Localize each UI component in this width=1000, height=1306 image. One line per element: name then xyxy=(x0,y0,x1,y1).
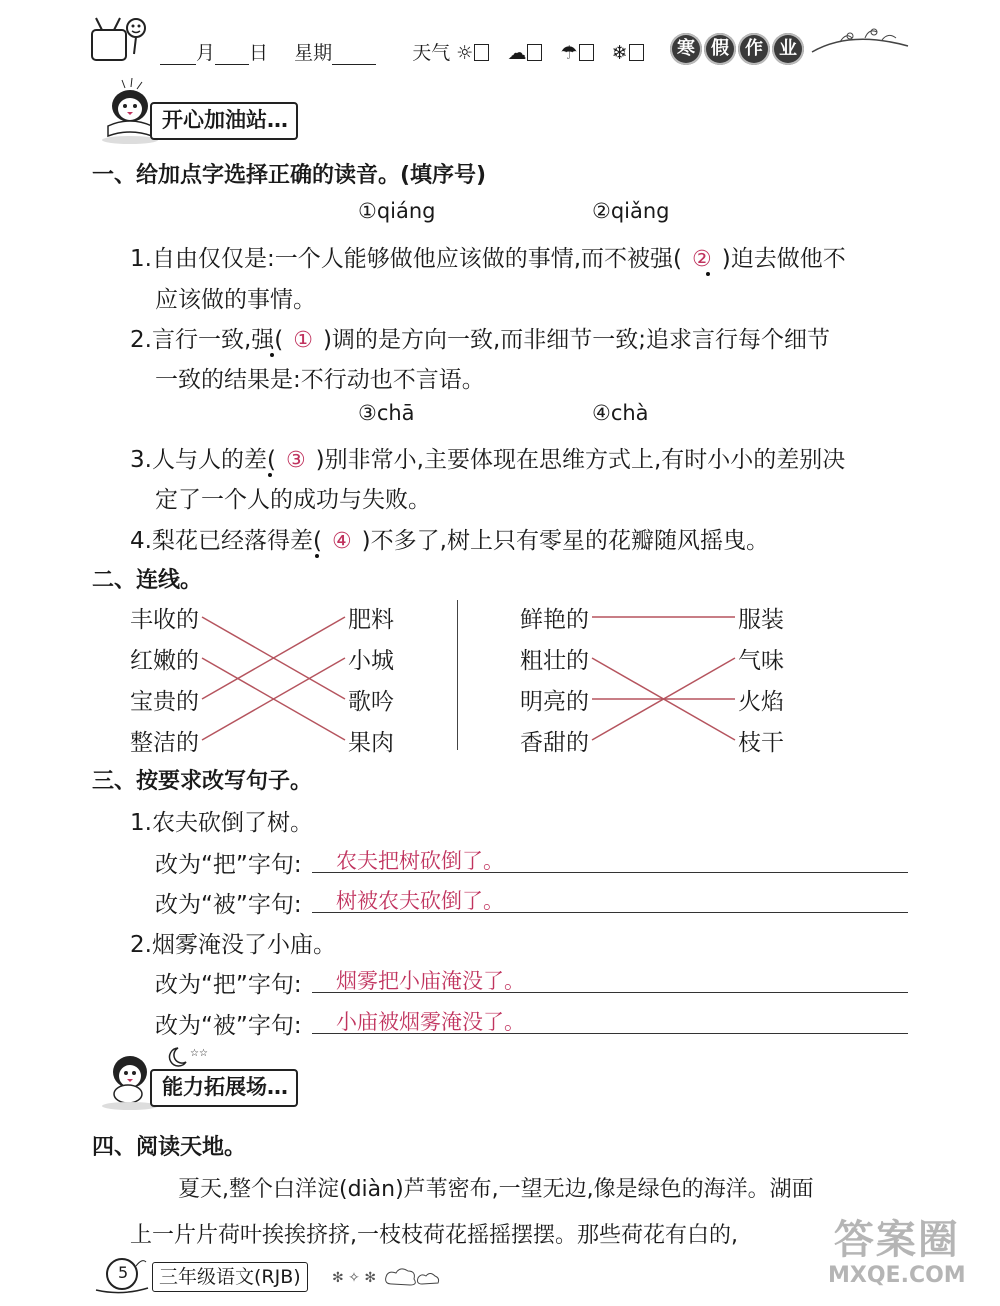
answer-mark: ① xyxy=(293,328,313,353)
watermark-text: 答案圈 xyxy=(833,1217,960,1263)
item-number: 3. xyxy=(130,447,152,473)
left-noun-4: 果肉 xyxy=(348,730,394,756)
pinyin-option-2: ②qiǎng xyxy=(592,199,670,223)
day-label: 日 xyxy=(249,42,269,64)
left-noun-3: 歌吟 xyxy=(348,689,394,715)
item-number: 1. xyxy=(130,246,152,272)
right-adjective-2: 粗壮的 xyxy=(520,648,589,674)
q1-sentence-1: 1.自由仅仅是:一个人能够做他应该做的事情,而不被强( ② )迫去做他不 xyxy=(130,246,846,272)
left-adjective-3: 宝贵的 xyxy=(130,689,199,715)
right-adjective-3: 明亮的 xyxy=(520,689,589,715)
q1-heading: 一、给加点字选择正确的读音。(填序号) xyxy=(92,163,487,188)
sunny-icon: ☼ xyxy=(456,42,474,64)
svg-text:☆☆: ☆☆ xyxy=(190,1048,208,1059)
cloudy-icon: ☁ xyxy=(507,42,527,64)
ba-sentence-label-2: 改为“把”字句: xyxy=(155,972,302,998)
svg-text:✻ ✧ ✻: ✻ ✧ ✻ xyxy=(332,1270,377,1286)
section-banner-happy: 开心加油站… xyxy=(150,102,298,140)
left-adjective-2: 红嫩的 xyxy=(130,648,199,674)
item-number: 2. xyxy=(130,327,152,353)
ba-sentence-answer-1: 农夫把树砍倒了。 xyxy=(336,849,504,873)
ba-sentence-label-1: 改为“把”字句: xyxy=(155,852,302,878)
badge-char-4: 业 xyxy=(772,33,804,65)
q1-sentence-2: 2.言行一致,强( ① )调的是方向一致,而非细节一致;追求言行每个细节 xyxy=(130,327,831,353)
right-adjective-4: 香甜的 xyxy=(520,730,589,756)
q1-sentence-1-line2: 应该做的事情。 xyxy=(155,287,316,313)
item-number: 4. xyxy=(130,528,152,554)
watermark-logo xyxy=(828,1208,966,1288)
left-noun-2: 小城 xyxy=(348,648,394,674)
subject-label: 三年级语文(RJB) xyxy=(152,1262,308,1292)
badge-char-3: 作 xyxy=(738,33,770,65)
q1-sentence-3-line2: 定了一个人的成功与失败。 xyxy=(155,487,431,513)
bei-sentence-answer-2: 小庙被烟雾淹没了。 xyxy=(336,1010,525,1034)
weekday-label: 星期 xyxy=(294,42,333,64)
q4-heading: 四、阅读天地。 xyxy=(92,1135,247,1160)
reading-passage-line-2: 上一片片荷叶挨挨挤挤,一枝枝荷花摇摇摆摆。那些荷花有白的, xyxy=(130,1223,738,1248)
left-noun-1: 肥料 xyxy=(348,607,394,633)
left-adjective-4: 整洁的 xyxy=(130,730,199,756)
q3-heading: 三、按要求改写句子。 xyxy=(92,769,313,794)
answer-mark: ④ xyxy=(331,529,352,554)
reading-passage-line-1: 夏天,整个白洋淀(diàn)芦苇密布,一望无边,像是绿色的海洋。湖面 xyxy=(178,1177,814,1202)
q3-item-2: 2.烟雾淹没了小庙。 xyxy=(130,932,336,958)
right-adjective-1: 鲜艳的 xyxy=(520,607,589,633)
bei-sentence-label-1: 改为“被”字句: xyxy=(155,892,302,918)
pinyin-option-3: ③chā xyxy=(358,401,415,425)
watermark-url: MXQE.COM xyxy=(828,1263,966,1288)
cloud-decoration-icon xyxy=(330,1262,460,1296)
bei-sentence-answer-1: 树被农夫砍倒了。 xyxy=(336,889,504,913)
q2-heading: 二、连线。 xyxy=(92,568,203,593)
month-label: 月 xyxy=(196,42,216,64)
rain-icon: ☂ xyxy=(560,42,578,64)
answer-mark: ③ xyxy=(285,448,306,473)
pinyin-option-4: ④chà xyxy=(592,401,649,425)
q1-sentence-4: 4.梨花已经落得差( ④ )不多了,树上只有零星的花瓣随风摇曳。 xyxy=(130,528,769,554)
right-noun-1: 服装 xyxy=(738,607,784,633)
q1-sentence-2-line2: 一致的结果是:不行动也不言语。 xyxy=(155,367,485,393)
pinyin-option-1: ①qiáng xyxy=(358,199,436,223)
q1-sentence-3: 3.人与人的差( ③ )别非常小,主要体现在思维方式上,有时小小的差别决 xyxy=(130,447,846,473)
answer-mark: ② xyxy=(692,247,712,272)
right-noun-4: 枝干 xyxy=(738,730,784,756)
weather-label: 天气 xyxy=(412,42,451,64)
right-noun-2: 气味 xyxy=(738,648,784,674)
left-adjective-1: 丰收的 xyxy=(130,607,199,633)
q3-item-1: 1.农夫砍倒了树。 xyxy=(130,810,313,836)
ba-sentence-answer-2: 烟雾把小庙淹没了。 xyxy=(336,969,525,993)
bei-sentence-label-2: 改为“被”字句: xyxy=(155,1013,302,1039)
page-number: 5 xyxy=(118,1263,129,1282)
right-noun-3: 火焰 xyxy=(738,689,784,715)
badge-char-2: 假 xyxy=(704,33,736,65)
badge-char-1: 寒 xyxy=(670,33,702,65)
snow-icon: ❄ xyxy=(611,42,628,64)
section-banner-ability: 能力拓展场… xyxy=(150,1069,298,1107)
